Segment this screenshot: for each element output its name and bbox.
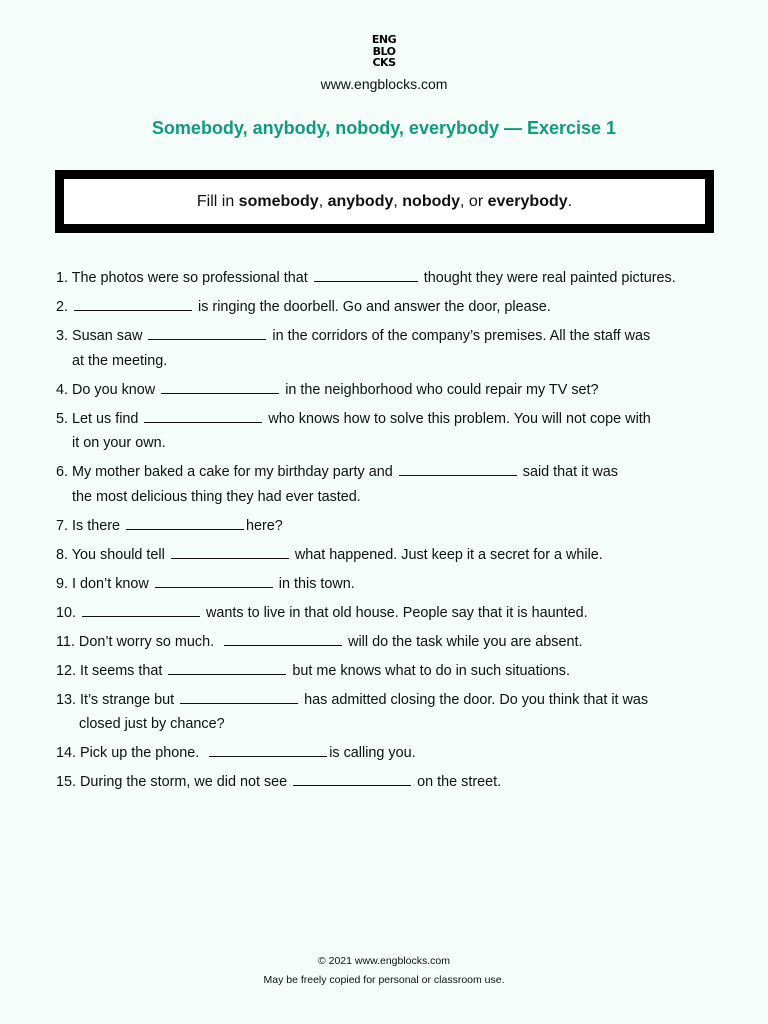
copyright-text: © 2021 www.engblocks.com: [317, 955, 451, 967]
question-text-continued: closed just by chance?: [79, 716, 225, 732]
question-7: [56, 514, 736, 539]
question-text: 13. It’s strange but: [56, 691, 175, 708]
question-text: 3. Susan saw: [56, 328, 143, 344]
question-text: 9. I don’t know: [56, 575, 149, 592]
question-text: 6. My mother baked a cake for my birthday party and: [56, 464, 393, 480]
question-text: here?: [246, 517, 283, 534]
question-13: [56, 688, 736, 737]
question-text: in the neighborhood who could repair my TV set?: [285, 381, 599, 398]
question-text-continued: it on your own.: [72, 435, 166, 451]
question-text: 4. Do you know: [56, 381, 156, 398]
question-text: in this town.: [278, 575, 355, 592]
question-text: is calling you.: [329, 745, 416, 761]
question-text: 2.: [56, 299, 69, 315]
question-text: will do the task while you are absent.: [348, 633, 583, 650]
answer-blank[interactable]: [74, 296, 192, 311]
question-text: 12. It seems that: [56, 662, 163, 679]
site-url[interactable]: www.engblocks.com: [320, 76, 448, 92]
question-text: 14. Pick up the phone.: [56, 745, 200, 761]
question-text-continued: at the meeting.: [72, 352, 168, 369]
logo-line: CKS: [372, 56, 396, 69]
question-9: [56, 572, 736, 597]
footer: [0, 952, 768, 990]
question-text: on the street.: [417, 774, 502, 790]
question-text: is ringing the doorbell. Go and answer the door, please.: [198, 299, 551, 315]
question-11: [56, 630, 736, 655]
question-text: wants to live in that old house. People say that it is haunted.: [206, 604, 588, 621]
question-text: 1. The photos were so professional that: [56, 270, 308, 286]
question-10: [56, 601, 736, 626]
question-5: [56, 407, 736, 456]
question-text: 10.: [56, 604, 77, 621]
answer-blank[interactable]: [168, 660, 286, 675]
engblocks-logo: [369, 34, 399, 70]
instruction-prefix: Fill in: [196, 192, 239, 210]
question-text: 11. Don’t worry so much.: [56, 633, 215, 650]
answer-blank[interactable]: [161, 379, 279, 394]
answer-blank[interactable]: [171, 544, 289, 559]
logo-line: BLO: [372, 44, 396, 58]
question-text: 8. You should tell: [56, 546, 165, 563]
question-4: [56, 378, 736, 403]
answer-blank[interactable]: [399, 461, 517, 476]
question-12: [56, 659, 736, 684]
instruction-sep: , or: [460, 192, 488, 210]
question-3: [56, 324, 736, 373]
instruction-box: [55, 170, 714, 233]
question-list: [56, 266, 736, 799]
question-text: said that it was: [522, 464, 618, 480]
question-text: but me knows what to do in such situations.: [292, 662, 570, 679]
logo-line: ENG: [371, 33, 397, 46]
answer-blank[interactable]: [180, 689, 298, 704]
question-1: [56, 266, 736, 291]
answer-blank[interactable]: [148, 325, 266, 340]
option-anybody: anybody: [327, 192, 394, 210]
question-text: 7. Is there: [56, 517, 120, 534]
answer-blank[interactable]: [155, 573, 273, 588]
instruction-suffix: .: [567, 192, 573, 210]
answer-blank[interactable]: [126, 515, 244, 530]
question-text: who knows how to solve this problem. You will not cope with: [268, 410, 651, 427]
answer-blank[interactable]: [144, 408, 262, 423]
answer-blank[interactable]: [82, 602, 200, 617]
answer-blank[interactable]: [314, 267, 418, 282]
instruction-sep: ,: [318, 192, 328, 210]
answer-blank[interactable]: [293, 771, 411, 786]
question-text: in the corridors of the company’s premises. All the staff was: [272, 328, 651, 344]
license-text: May be freely copied for personal or classroom use.: [263, 974, 505, 986]
question-text-continued: the most delicious thing they had ever tasted.: [72, 488, 361, 505]
question-text: 15. During the storm, we did not see: [56, 774, 288, 790]
question-8: [56, 543, 736, 568]
question-6: [56, 460, 736, 509]
option-nobody: nobody: [402, 192, 461, 210]
question-text: has admitted closing the door. Do you think that it was: [304, 691, 649, 708]
question-text: what happened. Just keep it a secret for a while.: [294, 546, 603, 563]
question-text: 5. Let us find: [56, 410, 139, 427]
answer-blank[interactable]: [224, 631, 342, 646]
question-14: [56, 741, 736, 766]
question-2: [56, 295, 736, 320]
question-text: thought they were real painted pictures.: [423, 270, 676, 286]
page-title: Somebody, anybody, nobody, everybody — Exercise 1: [151, 118, 617, 138]
option-somebody: somebody: [238, 192, 319, 210]
question-15: [56, 770, 736, 795]
instruction-sep: ,: [393, 192, 403, 210]
answer-blank[interactable]: [209, 742, 327, 757]
option-everybody: everybody: [487, 192, 568, 210]
